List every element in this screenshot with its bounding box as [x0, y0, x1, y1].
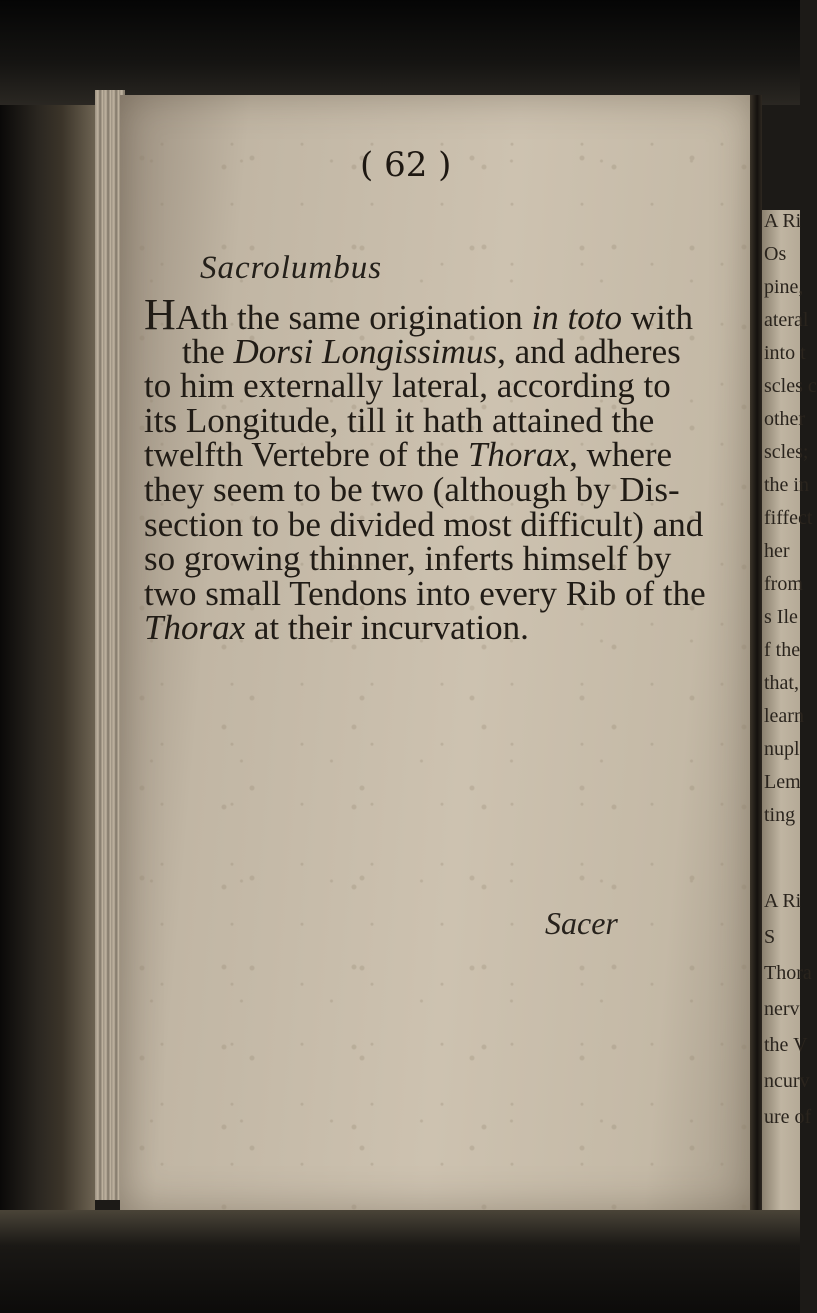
main-paragraph [144, 290, 754, 648]
scan-background-bottom [0, 1210, 800, 1313]
facing-page-fragment: s Ile [764, 606, 798, 628]
facing-page-fragment: Thora [764, 962, 812, 984]
facing-page-fragment: A Ri [764, 890, 802, 912]
facing-page-fragment: other [764, 408, 806, 430]
text-line: two small Tendons into every Rib of the [144, 573, 706, 613]
facing-page-fragment: ting [764, 804, 796, 826]
text-line: to him externally lateral, according to [144, 366, 671, 406]
text-line: Thorax at their incurvation. [144, 608, 529, 648]
facing-page-fragment: into t [764, 342, 806, 364]
text-line [144, 290, 754, 339]
text-line: they seem to be two (although by Dis- [144, 469, 680, 509]
running-head: Sacrolumbus [200, 250, 383, 286]
facing-page-fragment: pine, [764, 276, 804, 298]
facing-page-fragment: Lem [764, 771, 801, 793]
text-line: the Dorsi Longissimus, and adheres [182, 331, 681, 371]
facing-page-edge [762, 210, 817, 1210]
facing-page-fragment: scles; [764, 441, 809, 463]
catchword: Sacer [545, 905, 618, 941]
facing-page-fragment: Os [764, 243, 787, 265]
facing-page-fragment: ncurv [764, 1070, 810, 1092]
book-gutter [750, 95, 762, 1210]
facing-page-fragment: nupl [764, 738, 800, 760]
text-line: twelfth Vertebre of the Thorax, where [144, 435, 673, 475]
facing-page-fragment: learn [764, 705, 804, 727]
drop-cap: H [144, 290, 176, 339]
text-line: so growing thinner, inferts himself by [144, 539, 672, 579]
text-line: its Longitude, till it hath attained the [144, 400, 655, 440]
facing-page-fragment: fiffect [764, 507, 813, 529]
facing-page-fragment: her [764, 540, 790, 562]
text-line-content: Ath the same origination in toto with [175, 298, 693, 337]
scan-background-left [0, 0, 95, 1230]
facing-page-fragment: ure of [764, 1106, 812, 1128]
facing-page-fragment: that, [764, 672, 799, 694]
facing-page-fragment: S [764, 926, 776, 948]
facing-page-fragment: A Ri [764, 210, 802, 232]
facing-page-fragment: the V [764, 1034, 808, 1056]
facing-page-fragment: the in [764, 474, 809, 496]
facing-page-fragment: ateral [764, 309, 809, 331]
text-line: section to be divided most difficult) and [144, 504, 704, 544]
facing-page-fragment: nerv [764, 998, 800, 1020]
facing-page-fragment: from [764, 573, 803, 595]
facing-page-fragment: scles c [764, 375, 817, 397]
facing-page-fragment: f the [764, 639, 801, 661]
page-number: ( 62 ) [360, 145, 452, 185]
